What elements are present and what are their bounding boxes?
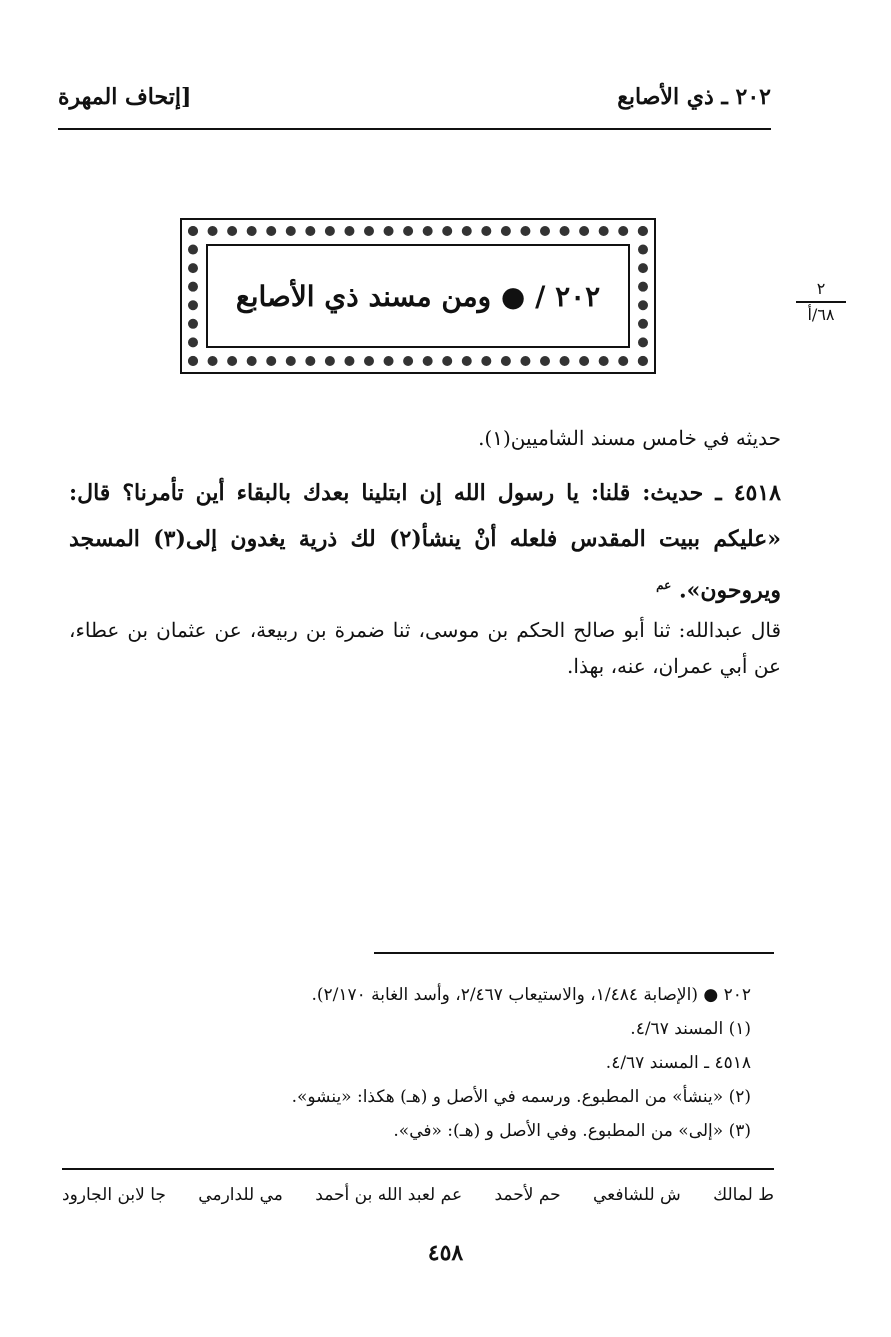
- section-title: ٢٠٢ / ● ومن مسند ذي الأصابع: [235, 279, 601, 313]
- footnote-line: (٢) «ينشأ» من المطبوع. ورسمه في الأصل و (هـ) هكذا: «ينشو».: [291, 1087, 751, 1107]
- page-number: ٤٥٨: [427, 1240, 464, 1266]
- running-head-right: ٢٠٢ ـ ذي الأصابع: [617, 84, 771, 110]
- footnote-line: (٣) «إلى» من المطبوع. وفي الأصل و (هـ): «في».: [393, 1121, 751, 1141]
- intro-text: حديثه في خامس مسند الشاميين(١).: [478, 426, 781, 450]
- hadith-text: ـ حديث: قلنا: يا رسول الله إن ابتلينا بعدك بالبقاء أين تأمرنا؟ قال: «عليكم ببيت المقدس فلعله أنْ ينشأ(٢) لك ذرية يغدون إلى(٣) المسجد ويروحون».: [69, 480, 781, 604]
- hadith-siglum: عم: [656, 578, 672, 592]
- margin-note-rule: [796, 301, 846, 303]
- abbreviation-item: مي للدارمي: [198, 1185, 283, 1205]
- abbreviations-rule: [62, 1168, 774, 1170]
- isnad-paragraph: قال عبدالله: ثنا أبو صالح الحكم بن موسى، ثنا ضمرة بن ربيعة، عن عثمان بن عطاء، عن أبي عمران، عنه، بهذا.: [69, 618, 781, 678]
- abbreviation-item: ط لمالك: [713, 1185, 774, 1205]
- footnote-line: ٢٠٢ ● (الإصابة ١/٤٨٤، والاستيعاب ٢/٤٦٧، وأسد الغابة ٢/١٧٠).: [311, 985, 751, 1005]
- footnotes: [191, 978, 751, 1148]
- margin-folio-note: [796, 280, 846, 324]
- abbreviation-item: حم لأحمد: [494, 1185, 561, 1205]
- margin-note-top: ٢: [816, 279, 826, 298]
- footnote-line: (١) المسند ٤/٦٧.: [630, 1019, 751, 1039]
- margin-note-bottom: ٦٨/أ: [807, 304, 835, 324]
- ornamental-frame: [180, 218, 656, 374]
- abbreviations-key: [62, 1185, 774, 1205]
- footnote-rule: [374, 952, 774, 954]
- frame-inner-box: [206, 244, 630, 348]
- abbreviation-item: عم لعبد الله بن أحمد: [315, 1185, 463, 1205]
- footnote-line: ٤٥١٨ ـ المسند ٤/٦٧.: [605, 1053, 751, 1073]
- hadith-number: ٤٥١٨: [733, 480, 781, 506]
- hadith-paragraph: [69, 470, 781, 613]
- abbreviation-item: جا لابن الجارود: [62, 1185, 166, 1205]
- header-rule: [58, 128, 771, 130]
- abbreviation-item: ش للشافعي: [593, 1185, 681, 1205]
- running-head-left: [إتحاف المهرة: [58, 84, 192, 110]
